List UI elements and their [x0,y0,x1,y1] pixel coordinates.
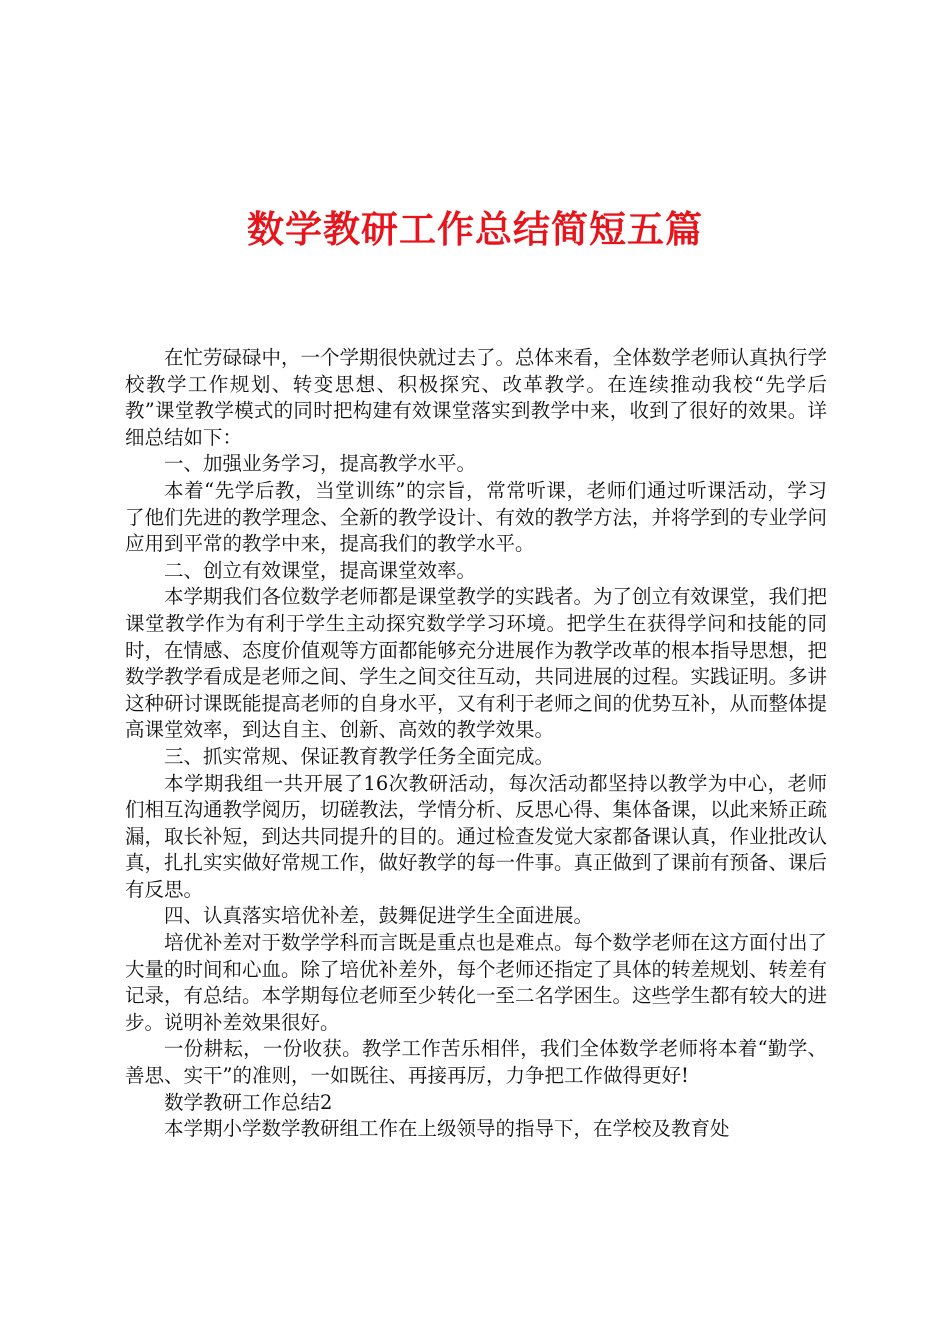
paragraph-section-1: 本着“先学后教，当堂训练”的宗旨，常常听课，老师们通过听课活动，学习了他们先进的教学理念、全新的教学设计、有效的教学方法，并将学到的专业学问应用到平常的教学中来，提高我们的教学水平。 [125,478,828,556]
document-body [125,345,827,1143]
section-heading-1: 一、加强业务学习，提高教学水平。 [164,452,477,476]
section-heading-4: 四、认真落实培优补差，鼓舞促进学生全面进展。 [164,904,594,928]
paragraph-section-2: 本学期我们各位数学老师都是课堂教学的实践者。为了创立有效课堂，我们把课堂教学作为有利于学生主动探究数学学习环境。把学生在获得学问和技能的同时，在情感、态度价值观等方面都能够充分进展作为教学改革的根本指导思想，把数学教学看成是老师之间、学生之间交往互动，共同进展的过程。实践证明。多讲这种研讨课既能提高老师的自身水平，又有利于老师之间的优势互补，从而整体提高课堂效率，到达自主、创新、高效的教学效果。 [125,585,828,742]
section-heading-2: 二、创立有效课堂，提高课堂效率。 [164,558,477,582]
paragraph-section-3: 本学期我组一共开展了16次教研活动，每次活动都坚持以教学为中心，老师们相互沟通教学阅历，切磋教法，学情分析、反思心得、集体备课，以此来矫正疏漏，取长补短，到达共同提升的目的。通过检查发觉大家都备课认真，作业批改认真，扎扎实实做好常规工作，做好教学的每一件事。真正做到了课前有预备、课后有反思。 [125,771,828,901]
paragraph-conclusion: 一份耕耘，一份收获。教学工作苦乐相伴，我们全体数学老师将本着“勤学、善思、实干”的准则，一如既往、再接再厉，力争把工作做得更好! [125,1037,827,1088]
document-title: 数学教研工作总结简短五篇 [247,207,703,251]
paragraph-intro: 在忙劳碌碌中，一个学期很快就过去了。总体来看，全体数学老师认真执行学校教学工作规划、转变思想、积极探究、改革教学。在连续推动我校“先学后教”课堂教学模式的同时把构建有效课堂落实到教学中来，收到了很好的效果。详细总结如下： [125,346,828,449]
section-heading-3: 三、抓实常规、保证教育教学任务全面完成。 [164,744,555,768]
subtitle-part-2: 数学教研工作总结2 [164,1090,333,1114]
paragraph-section-4: 培优补差对于数学学科而言既是重点也是难点。每个数学老师在这方面付出了大量的时间和心血。除了培优补差外，每个老师还指定了具体的转差规划、转差有记录，有总结。本学期每位老师至少转化一至二名学困生。这些学生都有较大的进步。说明补差效果很好。 [125,931,828,1034]
paragraph-part-2-start: 本学期小学数学教研组工作在上级领导的指导下，在学校及教育处 [164,1117,730,1141]
